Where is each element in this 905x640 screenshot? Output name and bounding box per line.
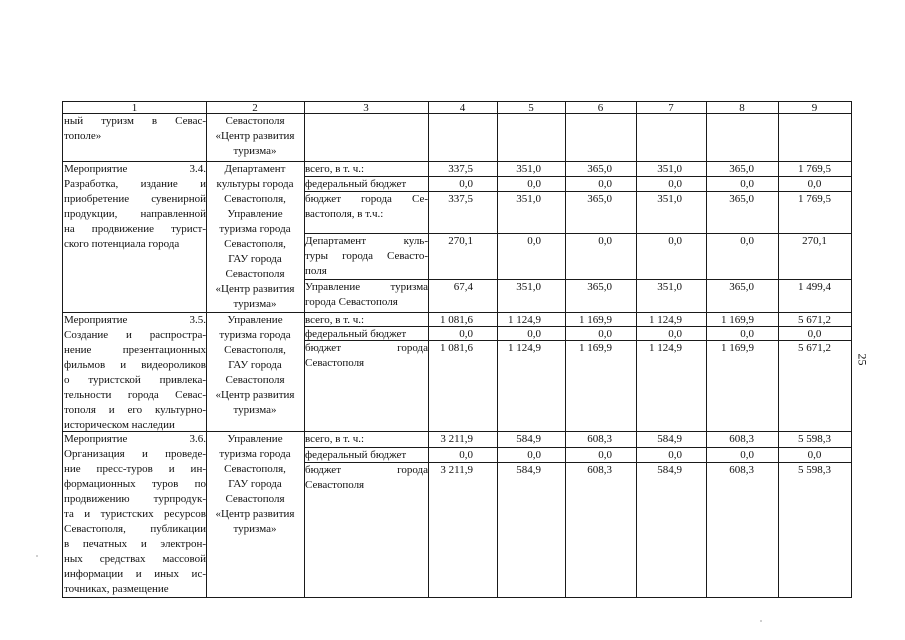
cell-line: ГАУ города bbox=[228, 253, 282, 265]
header-cell: 8 bbox=[706, 101, 779, 114]
amount-cell: 337,5 bbox=[428, 162, 498, 177]
cell-line: туры города Севасто- bbox=[305, 250, 428, 262]
cell-line: нение презентационных bbox=[64, 344, 206, 356]
amount-cell: 1 169,9 bbox=[706, 341, 779, 432]
empty-cell bbox=[706, 114, 779, 162]
cell-line: всего, в т. ч.: bbox=[305, 433, 365, 445]
amount-cell: 584,9 bbox=[497, 432, 566, 448]
amount-cell: 1 169,9 bbox=[706, 313, 779, 327]
amount-cell: 0,0 bbox=[778, 448, 852, 463]
header-cell: 1 bbox=[62, 101, 207, 114]
cell-line: «Центр развития bbox=[215, 283, 295, 295]
cell-line: ный туризм в Севас- bbox=[64, 115, 206, 127]
cell-line: бюджет города Се- bbox=[305, 193, 428, 205]
cell-line: информации и иных ис- bbox=[64, 568, 206, 580]
amount-cell: 0,0 bbox=[636, 177, 707, 192]
cell-line: историческом наследии bbox=[64, 419, 175, 431]
amount-cell: 351,0 bbox=[636, 280, 707, 313]
cell-line: бюджет города bbox=[305, 464, 428, 476]
cell-line: тополя и его культурно- bbox=[64, 404, 206, 416]
responsible-executor bbox=[206, 162, 305, 313]
amount-cell: 5 598,3 bbox=[778, 463, 852, 598]
amount-cell: 351,0 bbox=[497, 280, 566, 313]
amount-cell: 270,1 bbox=[428, 234, 498, 280]
empty-cell bbox=[778, 114, 852, 162]
amount-cell: 1 769,5 bbox=[778, 162, 852, 177]
amount-cell: 0,0 bbox=[706, 448, 779, 463]
cell-line: приобретение сувенирной bbox=[64, 193, 206, 205]
cell-line: туризма» bbox=[233, 298, 277, 310]
amount-cell: 1 769,5 bbox=[778, 192, 852, 234]
amount-cell: 1 169,9 bbox=[565, 313, 637, 327]
cell-line: Управление bbox=[227, 208, 283, 220]
cell-line: «Центр развития bbox=[215, 508, 295, 520]
amount-cell: 365,0 bbox=[565, 280, 637, 313]
amount-cell: 1 081,6 bbox=[428, 313, 498, 327]
header-cell: 4 bbox=[428, 101, 498, 114]
amount-cell: 584,9 bbox=[636, 463, 707, 598]
amount-cell: 608,3 bbox=[565, 463, 637, 598]
cell-line: о туристской привлека- bbox=[64, 374, 206, 386]
responsible-executor bbox=[206, 114, 305, 162]
amount-cell: 0,0 bbox=[428, 177, 498, 192]
funding-source bbox=[304, 177, 429, 192]
funding-source bbox=[304, 280, 429, 313]
responsible-executor bbox=[206, 313, 305, 432]
cell-line: туризма города bbox=[219, 448, 291, 460]
cell-line: та и туристских ресурсов bbox=[64, 508, 206, 520]
cell-line: Управление туризма bbox=[305, 281, 428, 293]
amount-cell: 5 671,2 bbox=[778, 341, 852, 432]
empty-cell bbox=[636, 114, 707, 162]
empty-cell bbox=[428, 114, 498, 162]
cell-line: Мероприятие 3.4. bbox=[64, 163, 206, 175]
cell-line: Севастополя, bbox=[224, 238, 286, 250]
header-cell: 7 bbox=[636, 101, 707, 114]
cell-line: тополе» bbox=[64, 130, 102, 142]
cell-line: ского потенциала города bbox=[64, 238, 180, 250]
scan-speck bbox=[36, 555, 38, 557]
funding-source bbox=[304, 432, 429, 448]
cell-line: Департамент куль- bbox=[305, 235, 428, 247]
amount-cell: 0,0 bbox=[565, 327, 637, 341]
amount-cell: 365,0 bbox=[565, 192, 637, 234]
amount-cell: 365,0 bbox=[706, 280, 779, 313]
cell-line: всего, в т. ч.: bbox=[305, 163, 365, 175]
header-cell: 3 bbox=[304, 101, 429, 114]
cell-line: вастополя, в т.ч.: bbox=[305, 208, 384, 220]
cell-line: культуры города bbox=[216, 178, 294, 190]
amount-cell: 337,5 bbox=[428, 192, 498, 234]
cell-line: Севастополя, bbox=[224, 344, 286, 356]
amount-cell: 0,0 bbox=[497, 327, 566, 341]
funding-source bbox=[304, 234, 429, 280]
cell-line: туризма» bbox=[233, 523, 277, 535]
funding-source bbox=[304, 327, 429, 341]
amount-cell: 0,0 bbox=[636, 234, 707, 280]
amount-cell: 351,0 bbox=[636, 192, 707, 234]
cell-line: поля bbox=[305, 265, 327, 277]
amount-cell: 584,9 bbox=[497, 463, 566, 598]
cell-line: Севастополя bbox=[305, 357, 365, 369]
cell-line: формационных туров по bbox=[64, 478, 206, 490]
cell-line: Севастополя bbox=[225, 493, 285, 505]
cell-line: туризма» bbox=[233, 145, 277, 157]
scan-speck bbox=[760, 620, 762, 622]
amount-cell: 0,0 bbox=[706, 234, 779, 280]
amount-cell: 584,9 bbox=[636, 432, 707, 448]
measure-description bbox=[62, 162, 207, 313]
cell-line: всего, в т. ч.: bbox=[305, 314, 365, 326]
cell-line: ние пресс-туров и ин- bbox=[64, 463, 206, 475]
cell-line: продукции, направленной bbox=[64, 208, 206, 220]
funding-source bbox=[304, 192, 429, 234]
amount-cell: 1 499,4 bbox=[778, 280, 852, 313]
amount-cell: 365,0 bbox=[565, 162, 637, 177]
amount-cell: 0,0 bbox=[778, 327, 852, 341]
header-cell: 6 bbox=[565, 101, 637, 114]
cell-line: Севастополя bbox=[305, 479, 365, 491]
amount-cell: 0,0 bbox=[706, 327, 779, 341]
page-number: 25 bbox=[855, 353, 870, 366]
amount-cell: 5 598,3 bbox=[778, 432, 852, 448]
amount-cell: 1 124,9 bbox=[497, 313, 566, 327]
amount-cell: 0,0 bbox=[636, 448, 707, 463]
amount-cell: 1 081,6 bbox=[428, 341, 498, 432]
cell-line: «Центр развития bbox=[215, 389, 295, 401]
cell-line: федеральный бюджет bbox=[305, 449, 407, 461]
funding-source bbox=[304, 463, 429, 598]
amount-cell: 608,3 bbox=[706, 463, 779, 598]
cell-line: Мероприятие 3.5. bbox=[64, 314, 206, 326]
cell-line: Севастополя, bbox=[224, 193, 286, 205]
cell-line: «Центр развития bbox=[215, 130, 295, 142]
cell-line: Севастополя bbox=[225, 374, 285, 386]
amount-cell: 351,0 bbox=[636, 162, 707, 177]
amount-cell: 1 124,9 bbox=[636, 341, 707, 432]
funding-source bbox=[304, 448, 429, 463]
amount-cell: 365,0 bbox=[706, 192, 779, 234]
cell-line: Департамент bbox=[224, 163, 286, 175]
measure-description bbox=[62, 313, 207, 432]
cell-line: Управление bbox=[227, 433, 283, 445]
amount-cell: 1 169,9 bbox=[565, 341, 637, 432]
amount-cell: 1 124,9 bbox=[497, 341, 566, 432]
amount-cell: 270,1 bbox=[778, 234, 852, 280]
responsible-executor bbox=[206, 432, 305, 598]
cell-line: Создание и распростра- bbox=[64, 329, 206, 341]
measure-description bbox=[62, 114, 207, 162]
cell-line: туризма города bbox=[219, 223, 291, 235]
amount-cell: 0,0 bbox=[565, 177, 637, 192]
header-cell: 9 bbox=[778, 101, 852, 114]
cell-line: Разработка, издание и bbox=[64, 178, 206, 190]
amount-cell: 351,0 bbox=[497, 162, 566, 177]
amount-cell: 0,0 bbox=[497, 234, 566, 280]
amount-cell: 0,0 bbox=[565, 448, 637, 463]
cell-line: ных средствах массовой bbox=[64, 553, 206, 565]
cell-line: туризма» bbox=[233, 404, 277, 416]
amount-cell: 0,0 bbox=[428, 327, 498, 341]
empty-cell bbox=[565, 114, 637, 162]
cell-line: Севастополя, публикации bbox=[64, 523, 206, 535]
empty-cell bbox=[497, 114, 566, 162]
cell-line: Мероприятие 3.6. bbox=[64, 433, 206, 445]
amount-cell: 0,0 bbox=[497, 448, 566, 463]
funding-source bbox=[304, 313, 429, 327]
amount-cell: 0,0 bbox=[636, 327, 707, 341]
cell-line: ГАУ города bbox=[228, 478, 282, 490]
cell-line: точниках, размещение bbox=[64, 583, 169, 595]
header-cell: 5 bbox=[497, 101, 566, 114]
amount-cell: 608,3 bbox=[706, 432, 779, 448]
cell-line: в печатных и электрон- bbox=[64, 538, 206, 550]
cell-line: бюджет города bbox=[305, 342, 428, 354]
amount-cell: 5 671,2 bbox=[778, 313, 852, 327]
amount-cell: 3 211,9 bbox=[428, 463, 498, 598]
cell-line: продвижению турпродук- bbox=[64, 493, 206, 505]
cell-line: тельности города Севас- bbox=[64, 389, 206, 401]
header-cell: 2 bbox=[206, 101, 305, 114]
cell-line: Организация и проведе- bbox=[64, 448, 206, 460]
amount-cell: 0,0 bbox=[706, 177, 779, 192]
cell-line: федеральный бюджет bbox=[305, 178, 407, 190]
cell-line: на продвижение турист- bbox=[64, 223, 206, 235]
measure-description bbox=[62, 432, 207, 598]
cell-line: Севастополя bbox=[225, 268, 285, 280]
funding-source bbox=[304, 341, 429, 432]
amount-cell: 0,0 bbox=[778, 177, 852, 192]
amount-cell: 0,0 bbox=[565, 234, 637, 280]
cell-line: фильмов и видеороликов bbox=[64, 359, 206, 371]
cell-line: федеральный бюджет bbox=[305, 328, 407, 340]
amount-cell: 1 124,9 bbox=[636, 313, 707, 327]
amount-cell: 365,0 bbox=[706, 162, 779, 177]
empty-cell bbox=[304, 114, 429, 162]
cell-line: города Севастополя bbox=[305, 296, 398, 308]
amount-cell: 0,0 bbox=[428, 448, 498, 463]
amount-cell: 0,0 bbox=[497, 177, 566, 192]
amount-cell: 351,0 bbox=[497, 192, 566, 234]
cell-line: ГАУ города bbox=[228, 359, 282, 371]
amount-cell: 67,4 bbox=[428, 280, 498, 313]
cell-line: Севастополя bbox=[225, 115, 285, 127]
cell-line: Управление bbox=[227, 314, 283, 326]
amount-cell: 3 211,9 bbox=[428, 432, 498, 448]
cell-line: Севастополя, bbox=[224, 463, 286, 475]
funding-source bbox=[304, 162, 429, 177]
amount-cell: 608,3 bbox=[565, 432, 637, 448]
cell-line: туризма города bbox=[219, 329, 291, 341]
